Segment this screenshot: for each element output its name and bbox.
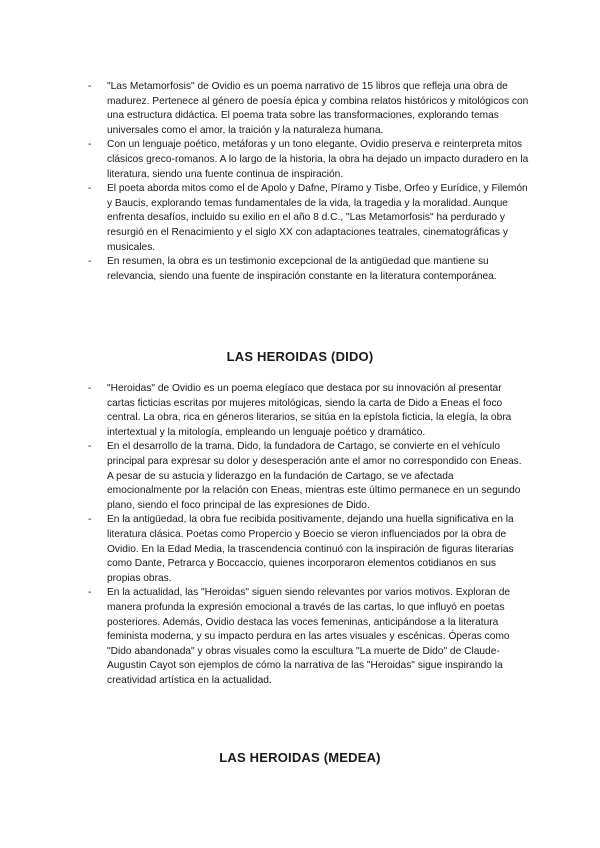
list-item-text: En la antigüedad, la obra fue recibida positivamente, dejando una huella significativa en la literatura clásica. Poetas como Propercio y Boecio se vieron influenciados por la obra de Ovidio. En la Edad Media, la trascendencia continuó con la inspiración de figuras literarias como Dante, Petrarca y Boccaccio, quienes incorporaron elementos cotidianos en sus propias obras. [107,514,514,584]
bullet-marker: - [88,183,92,195]
dido-bullet-list [88,382,530,688]
bullet-marker: - [88,441,92,453]
list-item [88,255,530,284]
list-item [88,586,530,688]
bullet-marker: - [88,514,92,526]
list-item-text: El poeta aborda mitos como el de Apolo y Dafne, Píramo y Tisbe, Orfeo y Eurídice, y Filemón y Baucis, explorando temas fundamentales de la vida, la tragedia y la moralidad. Aunque enfrenta desafíos, incluido su exilio en el año 8 d.C., "Las Metamorfosis" ha perdurado y resurgió en el Renacimiento y el siglo XX con adaptaciones teatrales, cinematográficas y musicales. [107,183,528,253]
list-item [88,80,530,138]
bullet-marker: - [88,139,92,151]
intro-bullet-list [88,80,530,284]
list-item [88,138,530,182]
list-item [88,182,530,255]
list-item [88,440,530,513]
list-item [88,513,530,586]
bullet-marker: - [88,587,92,599]
list-item [88,382,530,440]
bullet-marker: - [88,256,92,268]
list-item-text: Con un lenguaje poético, metáforas y un tono elegante, Ovidio preserva e reinterpreta mitos clásicos greco-romanos. A lo largo de la historia, la obra ha dejado un impacto duradero en la literatura, siendo una fuente continua de inspiración. [107,139,529,180]
list-item-text: "Heroidas" de Ovidio es un poema elegíaco que destaca por su innovación al presentar cartas ficticias escritas por mujeres mitológicas, siendo la carta de Dido a Eneas el foco central. La obra, rica en géneros literarios, se sitúa en la epístola ficticia, la elegía, la obra intertextual y la mitología, empleando un lenguaje poético y dramático. [107,383,512,438]
bullet-marker: - [88,383,92,394]
section-heading-medea: LAS HEROIDAS (MEDEA) [219,750,381,765]
list-item-text: En la actualidad, las "Heroidas" siguen siendo relevantes por varios motivos. Exploran de manera profunda la expresión emocional a través de las cartas, lo que influyó en poetas posteriores. Además, Ovidio destaca las voces femeninas, anticipándose a la literatura feminista moderna, y su impacto perdura en las artes visuales y escénicas. Óperas como "Dido abandonada" y obras visuales como la escultura "La muerte de Dido" de Claude-Augustin Cayot son ejemplos de cómo la narrativa de las "Heroidas" sigue inspirando la creatividad artística en la actualidad. [107,587,511,686]
bullet-marker: - [88,81,92,92]
section-heading-dido: LAS HEROIDAS (DIDO) [226,349,374,364]
list-item-text: En resumen, la obra es un testimonio excepcional de la antigüedad que mantiene su relevancia, siendo una fuente de inspiración constante en la literatura contemporánea. [107,256,497,282]
list-item-text: "Las Metamorfosis" de Ovidio es un poema narrativo de 15 libros que refleja una obra de madurez. Pertenece al género de poesía épica y combina relatos históricos y mitológicos con una estructura didáctica. El poema trata sobre las transformaciones, explorando temas universales como el amor, la traición y la naturaleza humana. [107,81,529,136]
list-item-text: En el desarrollo de la trama, Dido, la fundadora de Cartago, se convierte en el vehículo principal para expresar su dolor y desesperación ante el amor no correspondido con Eneas. A pesar de su astucia y liderazgo en la fundación de Cartago, se ve afectada emocionalmente por la relación con Eneas, mientras este último permanece en un segundo plano, siendo el foco principal de las expresiones de Dido. [107,441,522,511]
